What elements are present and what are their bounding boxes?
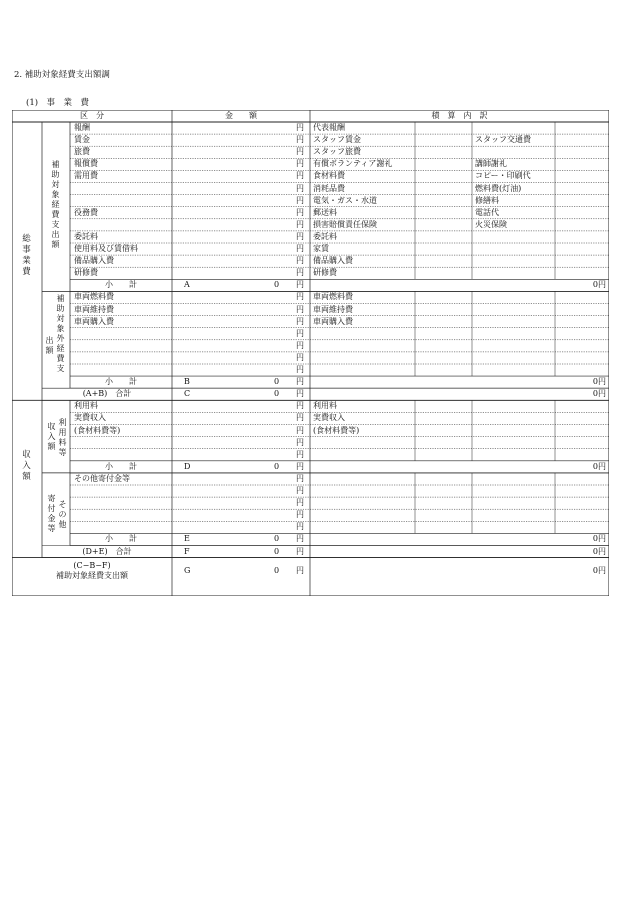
row-item-label: 使用料及び賃借料 xyxy=(74,244,138,253)
breakdown-item: 消耗品費 xyxy=(313,183,345,193)
yen-unit: 円 xyxy=(296,498,304,508)
total-b-code: B xyxy=(184,377,190,387)
total-b-breakdown: 0円 xyxy=(592,377,606,387)
row-item-label: 利用料 xyxy=(74,401,98,411)
yen-unit: 円 xyxy=(296,565,304,575)
total-d-amount: 0 xyxy=(274,461,280,471)
total-e-label: 小 計 xyxy=(105,534,137,544)
breakdown-item: 車両購入費 xyxy=(313,316,353,326)
row-item-label: 車両維持費 xyxy=(74,304,114,314)
yen-unit: 円 xyxy=(296,352,304,362)
row-item-label: 賃金 xyxy=(74,135,90,145)
yen-unit: 円 xyxy=(296,486,304,495)
breakdown-item: 車両維持費 xyxy=(313,304,353,314)
row-item-label: 委託料 xyxy=(74,231,98,241)
group-label-income: 収入額 xyxy=(22,450,31,482)
subsection-title: (1) 事 業 費 xyxy=(26,98,90,108)
row-item-label: 需用費 xyxy=(74,171,98,181)
yen-unit: 円 xyxy=(296,340,304,350)
total-g-amount: 0 xyxy=(274,565,280,575)
breakdown-item: 備品購入費 xyxy=(313,256,353,266)
total-f-breakdown: 0円 xyxy=(592,546,606,556)
yen-unit: 円 xyxy=(296,244,304,253)
total-b-amount: 0 xyxy=(274,377,280,387)
breakdown-item: 損害賠償責任保険 xyxy=(313,219,377,229)
breakdown-item: 車両燃料費 xyxy=(313,292,353,302)
yen-unit: 円 xyxy=(296,534,304,544)
group-label-usage: 利用料等 xyxy=(58,418,67,457)
total-g-label: 補助対象経費支出額 xyxy=(56,570,128,580)
group-label-usage-income: 収入額 xyxy=(47,422,56,451)
row-item-label: 車両燃料費 xyxy=(74,292,114,302)
yen-unit: 円 xyxy=(296,461,304,471)
row-item-label: 報償費 xyxy=(74,159,98,169)
expense-table xyxy=(12,110,609,596)
breakdown-item: 利用料 xyxy=(313,401,337,411)
yen-unit: 円 xyxy=(296,328,304,338)
yen-unit: 円 xyxy=(296,195,304,205)
breakdown-item: スタッフ旅費 xyxy=(313,147,361,157)
row-item-label: 研修費 xyxy=(74,268,98,278)
breakdown-item: スタッフ交通費 xyxy=(475,135,531,145)
yen-unit: 円 xyxy=(296,377,304,387)
yen-unit: 円 xyxy=(296,231,304,241)
yen-unit: 円 xyxy=(296,268,304,278)
yen-unit: 円 xyxy=(296,437,304,447)
breakdown-item: 委託料 xyxy=(313,231,337,241)
total-g-code: G xyxy=(184,565,191,575)
yen-unit: 円 xyxy=(296,522,304,532)
yen-unit: 円 xyxy=(296,183,304,193)
yen-unit: 円 xyxy=(296,256,304,266)
yen-unit: 円 xyxy=(296,510,304,520)
yen-unit: 円 xyxy=(296,219,304,229)
breakdown-item: 修繕料 xyxy=(475,195,499,205)
row-item-label: 備品購入費 xyxy=(74,256,114,266)
breakdown-item: 郵送料 xyxy=(313,207,337,217)
yen-unit: 円 xyxy=(296,449,304,459)
total-d-breakdown: 0円 xyxy=(592,461,606,471)
yen-unit: 円 xyxy=(296,365,304,374)
total-f-label: (D+E) 合計 xyxy=(82,546,132,556)
yen-unit: 円 xyxy=(296,207,304,217)
breakdown-item: 研修費 xyxy=(313,268,337,278)
yen-unit: 円 xyxy=(296,389,304,399)
total-e-breakdown: 0円 xyxy=(592,534,606,544)
yen-unit: 円 xyxy=(296,473,304,483)
yen-unit: 円 xyxy=(296,171,304,181)
group-label-donation: その他 xyxy=(58,500,67,529)
row-item-label: 車両購入費 xyxy=(74,316,114,326)
yen-unit: 円 xyxy=(296,135,304,145)
breakdown-item: 電話代 xyxy=(475,207,499,217)
row-item-label: その他寄付金等 xyxy=(74,473,130,483)
yen-unit: 円 xyxy=(296,413,304,423)
breakdown-item: 家賃 xyxy=(313,244,329,253)
total-f-amount: 0 xyxy=(274,546,280,556)
breakdown-item: コピー・印刷代 xyxy=(475,171,531,181)
group-label-ineligible: 補助対象外経費支 xyxy=(56,294,65,373)
total-c-code: C xyxy=(184,389,191,399)
group-label-eligible: 補助対象経費支出額 xyxy=(51,160,60,249)
total-b-label: 小 計 xyxy=(105,377,137,387)
breakdown-item: スタッフ賃金 xyxy=(313,135,361,145)
yen-unit: 円 xyxy=(296,159,304,169)
group-label-business: 総事業費 xyxy=(22,234,31,277)
breakdown-item: 食材料費 xyxy=(313,171,345,181)
breakdown-item: (食材料費等) xyxy=(313,425,360,435)
total-c-amount: 0 xyxy=(274,389,280,399)
yen-unit: 円 xyxy=(296,123,304,132)
yen-unit: 円 xyxy=(296,280,304,290)
yen-unit: 円 xyxy=(296,316,304,326)
total-g-breakdown: 0円 xyxy=(592,565,606,575)
total-c-label: (A+B) 合計 xyxy=(82,389,132,399)
row-item-label: 報酬 xyxy=(74,123,90,132)
breakdown-item: 代表報酬 xyxy=(313,123,345,132)
row-item-label: 役務費 xyxy=(74,207,98,217)
total-g-formula: (C−B−F) xyxy=(73,560,111,570)
header-amount: 金 額 xyxy=(225,111,257,120)
yen-unit: 円 xyxy=(296,425,304,435)
yen-unit: 円 xyxy=(296,292,304,302)
row-item-label: (食材料費等) xyxy=(74,425,121,435)
header-category: 区 分 xyxy=(80,111,104,120)
total-a-code: A xyxy=(184,280,190,290)
total-d-label: 小 計 xyxy=(105,461,137,471)
group-label-donation-other: 寄付金等 xyxy=(47,494,56,533)
row-item-label: 旅費 xyxy=(74,147,90,157)
breakdown-item: 講師謝礼 xyxy=(475,159,507,169)
breakdown-item: 燃料費(灯油) xyxy=(475,183,522,193)
breakdown-item: 実費収入 xyxy=(313,413,345,423)
total-e-amount: 0 xyxy=(274,534,280,544)
total-d-code: D xyxy=(184,461,191,471)
yen-unit: 円 xyxy=(296,546,304,556)
total-f-code: F xyxy=(184,546,190,556)
group-label-ineligible-cont: 出額 xyxy=(45,336,54,355)
total-a-breakdown: 0円 xyxy=(592,280,606,290)
total-a-amount: 0 xyxy=(274,280,280,290)
breakdown-item: 火災保険 xyxy=(475,219,507,229)
total-a-label: 小 計 xyxy=(105,280,137,290)
header-breakdown: 積 算 内 訳 xyxy=(431,111,488,120)
total-e-code: E xyxy=(184,534,190,544)
total-c-breakdown: 0円 xyxy=(592,389,606,399)
breakdown-item: 有償ボランティア謝礼 xyxy=(313,159,393,169)
yen-unit: 円 xyxy=(296,304,304,314)
breakdown-item: 電気・ガス・水道 xyxy=(313,195,377,205)
yen-unit: 円 xyxy=(296,147,304,157)
section-title: 2. 補助対象経費支出額調 xyxy=(14,70,110,80)
row-item-label: 実費収入 xyxy=(74,413,106,423)
yen-unit: 円 xyxy=(296,401,304,411)
